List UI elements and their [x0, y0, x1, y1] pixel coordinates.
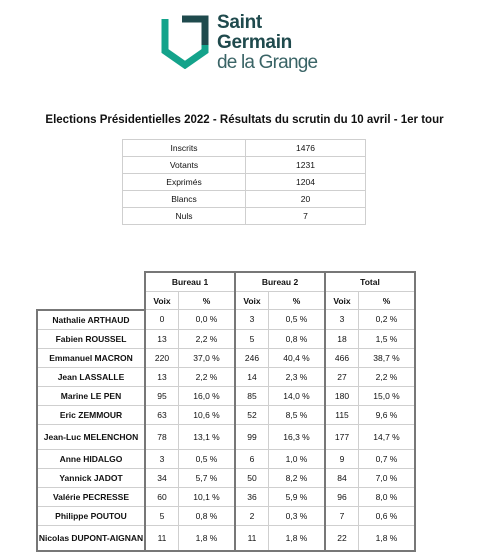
corner-cell [37, 292, 145, 310]
group-header-total: Total [325, 272, 415, 292]
bureau1-percent: 10,1 % [179, 487, 236, 506]
bureau2-votes: 5 [235, 329, 269, 348]
total-percent: 1,5 % [359, 329, 416, 348]
column-header-pct: % [269, 292, 326, 310]
bureau1-votes: 95 [145, 386, 179, 405]
summary-value: 20 [246, 191, 366, 208]
results-table [36, 271, 416, 552]
bureau2-percent: 5,9 % [269, 487, 326, 506]
bureau2-votes: 85 [235, 386, 269, 405]
bureau1-votes: 78 [145, 424, 179, 449]
bureau1-percent: 5,7 % [179, 468, 236, 487]
table-row [37, 310, 415, 330]
summary-label: Nuls [123, 208, 246, 225]
group-header-bureau2: Bureau 2 [235, 272, 325, 292]
total-percent: 0,2 % [359, 310, 416, 330]
total-votes: 22 [325, 525, 359, 551]
bureau1-percent: 0,5 % [179, 449, 236, 468]
table-row [37, 525, 415, 551]
bureau1-percent: 1,8 % [179, 525, 236, 551]
total-votes: 115 [325, 405, 359, 424]
summary-row [123, 208, 366, 225]
bureau2-votes: 2 [235, 506, 269, 525]
bureau2-votes: 3 [235, 310, 269, 330]
candidate-name: Fabien ROUSSEL [37, 329, 145, 348]
table-row [37, 405, 415, 424]
bureau2-percent: 0,3 % [269, 506, 326, 525]
total-percent: 8,0 % [359, 487, 416, 506]
candidate-name: Anne HIDALGO [37, 449, 145, 468]
bureau2-votes: 36 [235, 487, 269, 506]
bureau1-votes: 11 [145, 525, 179, 551]
column-header-pct: % [359, 292, 416, 310]
total-percent: 7,0 % [359, 468, 416, 487]
bureau1-votes: 13 [145, 367, 179, 386]
municipality-logo [160, 12, 330, 74]
page-title: Elections Présidentielles 2022 - Résultats du scrutin du 10 avril - 1er tour [45, 114, 444, 126]
total-votes: 466 [325, 348, 359, 367]
summary-label: Inscrits [123, 140, 246, 157]
group-header-bureau1: Bureau 1 [145, 272, 235, 292]
bureau1-percent: 16,0 % [179, 386, 236, 405]
total-votes: 18 [325, 329, 359, 348]
total-votes: 9 [325, 449, 359, 468]
candidate-name: Jean LASSALLE [37, 367, 145, 386]
bureau1-percent: 2,2 % [179, 367, 236, 386]
total-votes: 177 [325, 424, 359, 449]
logo-text-line3: de la Grange [217, 52, 318, 73]
bureau2-percent: 8,5 % [269, 405, 326, 424]
bureau1-votes: 13 [145, 329, 179, 348]
table-row [37, 424, 415, 449]
bureau1-percent: 10,6 % [179, 405, 236, 424]
total-percent: 0,7 % [359, 449, 416, 468]
candidate-name: Philippe POUTOU [37, 506, 145, 525]
bureau1-votes: 34 [145, 468, 179, 487]
candidate-name: Yannick JADOT [37, 468, 145, 487]
bureau1-percent: 2,2 % [179, 329, 236, 348]
total-votes: 3 [325, 310, 359, 330]
table-row [37, 506, 415, 525]
summary-label: Exprimés [123, 174, 246, 191]
bureau1-percent: 0,0 % [179, 310, 236, 330]
bureau1-votes: 3 [145, 449, 179, 468]
summary-row [123, 157, 366, 174]
table-row [37, 487, 415, 506]
candidate-name: Nathalie ARTHAUD [37, 310, 145, 330]
corner-cell [37, 272, 145, 292]
bureau1-votes: 5 [145, 506, 179, 525]
table-row [37, 386, 415, 405]
total-votes: 7 [325, 506, 359, 525]
bureau2-votes: 6 [235, 449, 269, 468]
bureau2-votes: 50 [235, 468, 269, 487]
bureau1-votes: 63 [145, 405, 179, 424]
summary-value: 1231 [246, 157, 366, 174]
summary-table [122, 139, 366, 225]
logo-text-line2: Germain [217, 32, 292, 53]
summary-row [123, 174, 366, 191]
bureau2-votes: 11 [235, 525, 269, 551]
candidate-name: Jean-Luc MELENCHON [37, 424, 145, 449]
bureau2-votes: 99 [235, 424, 269, 449]
total-percent: 9,6 % [359, 405, 416, 424]
column-header-voix: Voix [145, 292, 179, 310]
bureau2-votes: 246 [235, 348, 269, 367]
candidate-name: Valérie PECRESSE [37, 487, 145, 506]
bureau2-percent: 1,0 % [269, 449, 326, 468]
bureau2-percent: 0,5 % [269, 310, 326, 330]
bureau1-votes: 220 [145, 348, 179, 367]
bureau2-percent: 8,2 % [269, 468, 326, 487]
total-votes: 27 [325, 367, 359, 386]
bureau2-percent: 14,0 % [269, 386, 326, 405]
total-percent: 14,7 % [359, 424, 416, 449]
bureau1-votes: 0 [145, 310, 179, 330]
total-percent: 15,0 % [359, 386, 416, 405]
total-percent: 2,2 % [359, 367, 416, 386]
table-row [37, 449, 415, 468]
total-votes: 84 [325, 468, 359, 487]
logo-shield-icon [160, 15, 210, 69]
column-header-pct: % [179, 292, 236, 310]
total-votes: 180 [325, 386, 359, 405]
summary-row [123, 191, 366, 208]
bureau1-percent: 0,8 % [179, 506, 236, 525]
bureau1-percent: 13,1 % [179, 424, 236, 449]
candidate-name: Marine LE PEN [37, 386, 145, 405]
summary-value: 7 [246, 208, 366, 225]
table-row [37, 468, 415, 487]
bureau2-percent: 16,3 % [269, 424, 326, 449]
bureau2-percent: 40,4 % [269, 348, 326, 367]
column-header-voix: Voix [325, 292, 359, 310]
total-percent: 1,8 % [359, 525, 416, 551]
bureau2-votes: 14 [235, 367, 269, 386]
table-row [37, 348, 415, 367]
bureau1-percent: 37,0 % [179, 348, 236, 367]
summary-row [123, 140, 366, 157]
bureau2-percent: 0,8 % [269, 329, 326, 348]
bureau2-votes: 52 [235, 405, 269, 424]
table-row [37, 367, 415, 386]
summary-value: 1204 [246, 174, 366, 191]
candidate-name: Nicolas DUPONT-AIGNAN [37, 525, 145, 551]
bureau2-percent: 2,3 % [269, 367, 326, 386]
column-header-voix: Voix [235, 292, 269, 310]
candidate-name: Eric ZEMMOUR [37, 405, 145, 424]
total-percent: 38,7 % [359, 348, 416, 367]
summary-label: Blancs [123, 191, 246, 208]
table-row [37, 329, 415, 348]
bureau1-votes: 60 [145, 487, 179, 506]
logo-text-line1: Saint [217, 12, 262, 33]
bureau2-percent: 1,8 % [269, 525, 326, 551]
summary-value: 1476 [246, 140, 366, 157]
candidate-name: Emmanuel MACRON [37, 348, 145, 367]
summary-label: Votants [123, 157, 246, 174]
total-percent: 0,6 % [359, 506, 416, 525]
total-votes: 96 [325, 487, 359, 506]
